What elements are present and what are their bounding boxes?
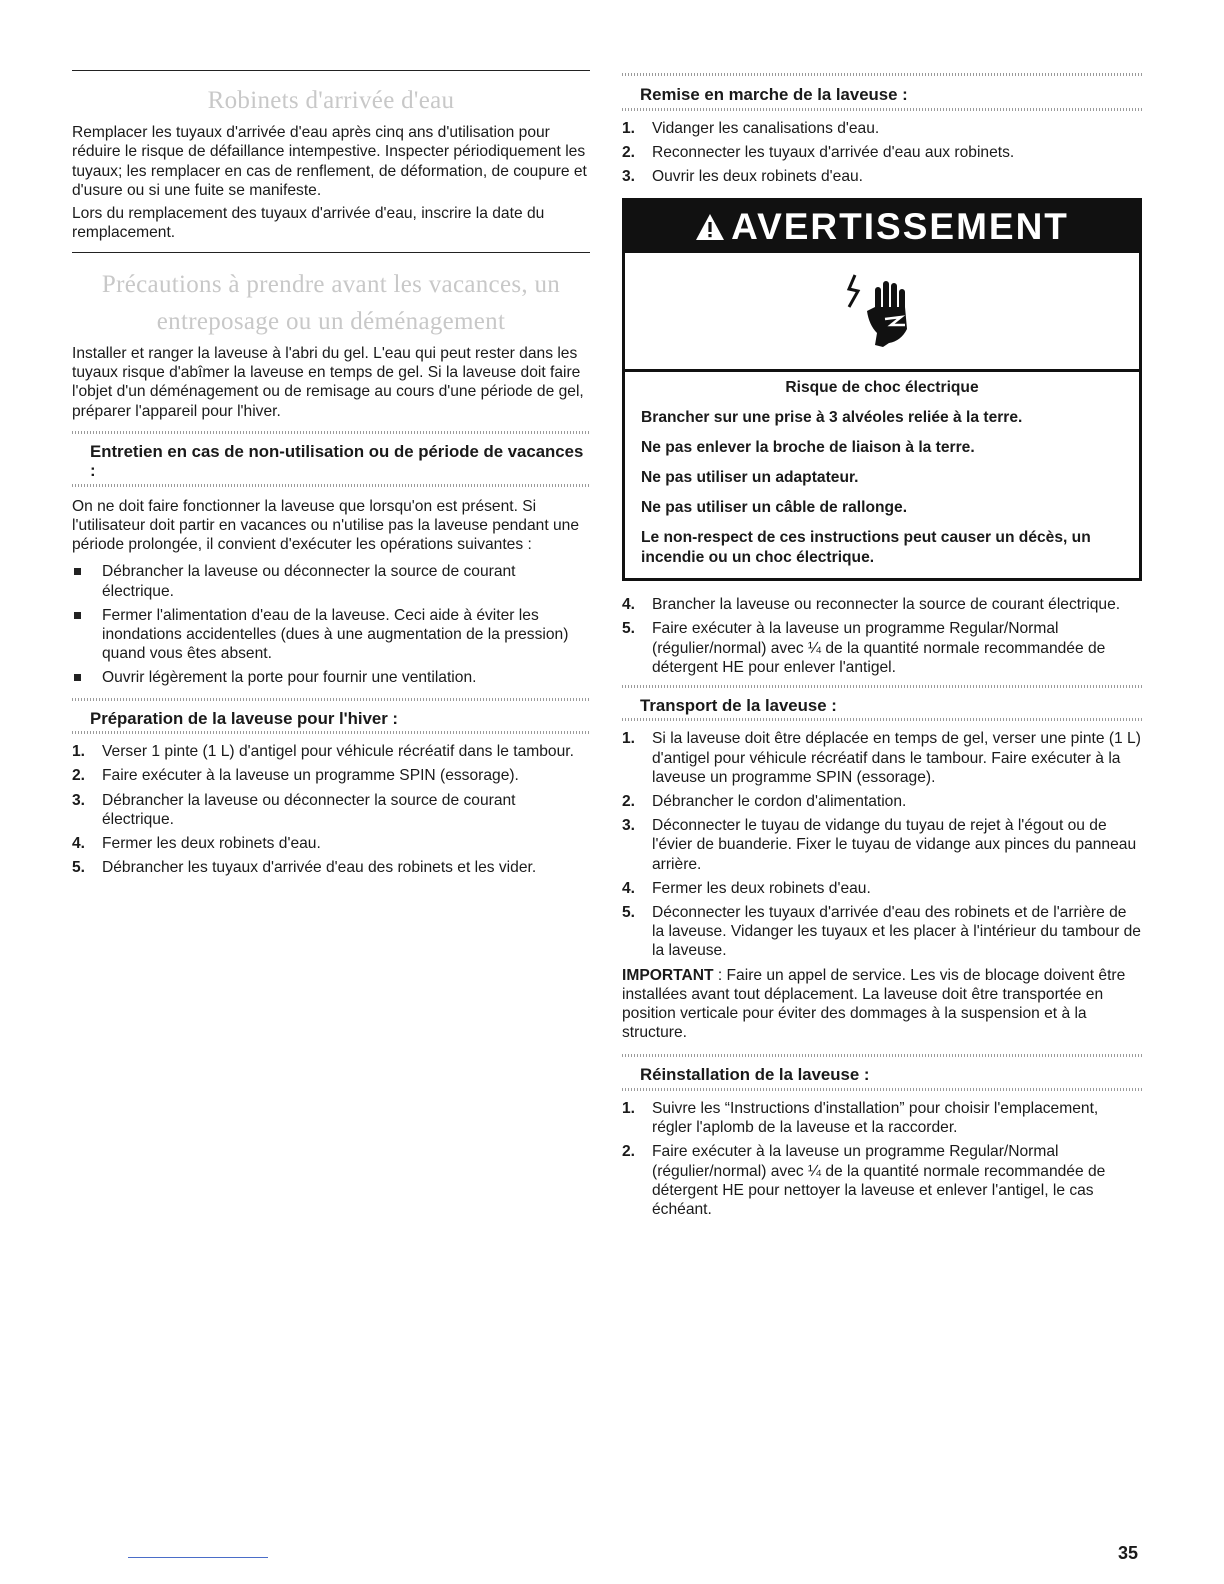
transport-steps bbox=[622, 729, 1142, 960]
list-item: 1. Verser 1 pinte (1 L) d'antigel pour véhicule récréatif dans le tambour. bbox=[72, 743, 574, 761]
section-title-robinets: Robinets d'arrivée d'eau bbox=[207, 87, 455, 114]
warning-icon-area bbox=[625, 253, 1139, 372]
list-item: 4. Fermer les deux robinets d'eau. bbox=[72, 834, 321, 852]
warning-box bbox=[622, 198, 1142, 581]
list-item: 1. Si la laveuse doit être déplacée en temps de gel, verser une pinte (1 L) d'antigel pour véhicule récréatif dans le tambour. Faire exécuter à la laveuse un programme SPIN (essorage). bbox=[622, 730, 1141, 786]
heading-hiver: Préparation de la laveuse pour l'hiver : bbox=[90, 708, 399, 728]
dotted-rule bbox=[622, 73, 1142, 76]
list-item: 1. Suivre les “Instructions d'installation” pour choisir l'emplacement, régler l'aplomb de la laveuse et la raccorder. bbox=[622, 1099, 1099, 1137]
heading-entretien: Entretien en cas de non-utilisation ou de période de vacances : bbox=[90, 441, 584, 481]
section-rule bbox=[72, 252, 590, 253]
bullet-square-icon bbox=[74, 568, 81, 575]
robinets-paragraph-2: Lors du remplacement des tuyaux d'arrivée d'eau, inscrire la date du remplacement. bbox=[72, 205, 545, 242]
bullet-square-icon bbox=[74, 674, 81, 681]
list-item: 5. Débrancher les tuyaux d'arrivée d'eau des robinets et les vider. bbox=[72, 859, 537, 877]
page-number: 35 bbox=[1118, 1543, 1139, 1563]
warning-line: Brancher sur une prise à 3 alvéoles reliée à la terre. bbox=[641, 409, 1023, 427]
dotted-rule bbox=[72, 731, 590, 734]
list-item: 2. Débrancher le cordon d'alimentation. bbox=[622, 793, 907, 811]
warning-line: Le non-respect de ces instructions peut causer un décès, un incendie ou un choc électrique. bbox=[641, 529, 1091, 567]
list-item: 3. Ouvrir les deux robinets d'eau. bbox=[622, 167, 864, 185]
heading-reinstallation: Réinstallation de la laveuse : bbox=[640, 1065, 870, 1085]
warning-line: Ne pas utiliser un câble de rallonge. bbox=[641, 499, 908, 517]
list-item: Débrancher la laveuse ou déconnecter la source de courant électrique. bbox=[72, 562, 590, 600]
dotted-rule bbox=[622, 108, 1142, 111]
warning-label: AVERTISSEMENT bbox=[731, 206, 1069, 248]
warning-triangle-icon bbox=[695, 213, 725, 241]
warning-title: Risque de choc électrique bbox=[785, 379, 979, 397]
electric-shock-hand-icon bbox=[845, 267, 919, 356]
remise-steps-continued bbox=[622, 595, 1142, 677]
dotted-rule bbox=[72, 431, 590, 434]
dotted-rule bbox=[622, 1088, 1142, 1091]
right-column bbox=[622, 73, 1142, 1224]
list-item: 2. Faire exécuter à la laveuse un programme SPIN (essorage). bbox=[72, 767, 519, 785]
section-rule bbox=[72, 70, 590, 71]
list-item: Fermer l'alimentation d'eau de la laveuse. Ceci aide à éviter les inondations accidentelles (dues à une augmentation de la pression) quand vous êtes absent. bbox=[72, 606, 590, 664]
dotted-rule bbox=[72, 698, 590, 701]
hiver-steps bbox=[72, 742, 590, 877]
dotted-rule bbox=[622, 685, 1142, 688]
list-item: 2. Reconnecter les tuyaux d'arrivée d'eau aux robinets. bbox=[622, 143, 1015, 161]
warning-messages bbox=[625, 372, 1139, 578]
dotted-rule bbox=[72, 484, 590, 487]
bullet-square-icon bbox=[74, 612, 81, 619]
entretien-bullets bbox=[72, 562, 590, 687]
important-note bbox=[622, 966, 1142, 1043]
remise-steps bbox=[622, 119, 1142, 187]
important-label: IMPORTANT bbox=[622, 966, 714, 984]
list-item: 1. Vidanger les canalisations d'eau. bbox=[622, 119, 880, 137]
heading-transport: Transport de la laveuse : bbox=[640, 695, 837, 715]
list-item: 3. Déconnecter le tuyau de vidange du tuyau de rejet à l'égout ou de l'évier de buanderie. Fixer le tuyau de vidange aux pinces du panneau arrière. bbox=[622, 817, 1137, 873]
warning-header bbox=[625, 201, 1139, 253]
list-item: 3. Débrancher la laveuse ou déconnecter la source de courant électrique. bbox=[72, 791, 516, 828]
list-item: Ouvrir légèrement la porte pour fournir une ventilation. bbox=[72, 668, 590, 687]
important-text: : Faire un appel de service. Les vis de blocage doivent être installées avant tout déplacement. La laveuse doit être transportée en position verticale pour éviter des dommages à la suspension et à la structure. bbox=[622, 966, 1126, 1042]
list-item: 4. Brancher la laveuse ou reconnecter la source de courant électrique. bbox=[622, 596, 1121, 614]
robinets-paragraph-1: Remplacer les tuyaux d'arrivée d'eau après cinq ans d'utilisation pour réduire le risque de défaillance intempestive. Inspecter périodiquement les tuyaux; les remplacer en cas de renflement, de déformation, de coupure et d'usure ou si une fuite se manifeste. bbox=[72, 124, 587, 199]
dotted-rule bbox=[622, 718, 1142, 721]
left-column bbox=[72, 70, 590, 882]
entretien-paragraph: On ne doit faire fonctionner la laveuse que lorsqu'on est présent. Si l'utilisateur doit partir en vacances ou n'utilise pas la laveuse pendant une période prolongée, il convient d'exécuter les opérations suivantes : bbox=[72, 497, 580, 554]
reinstallation-steps bbox=[622, 1099, 1142, 1219]
precautions-paragraph: Installer et ranger la laveuse à l'abri du gel. L'eau qui peut rester dans les tuyaux risque d'abîmer la laveuse en temps de gel. Si la laveuse doit faire l'objet d'un déménagement ou de remisage au cours d'une période de gel, préparer l'appareil pour l'hiver. bbox=[72, 344, 584, 420]
footer-rule bbox=[128, 1557, 268, 1558]
list-item: 2. Faire exécuter à la laveuse un programme Regular/Normal (régulier/normal) avec ¼ de la quantité normale recommandée de détergent HE pour nettoyer la laveuse et enlever l'antigel, le cas échéant. bbox=[622, 1143, 1106, 1218]
warning-line: Ne pas utiliser un adaptateur. bbox=[641, 469, 859, 487]
heading-remise: Remise en marche de la laveuse : bbox=[640, 85, 908, 104]
section-title-precautions: Précautions à prendre avant les vacances, un entreposage ou un déménagement bbox=[101, 271, 561, 335]
list-item: 4. Fermer les deux robinets d'eau. bbox=[622, 879, 871, 897]
list-item: 5. Faire exécuter à la laveuse un programme Regular/Normal (régulier/normal) avec ¼ de la quantité normale recommandée de détergent HE pour enlever l'antigel. bbox=[622, 620, 1106, 676]
warning-line: Ne pas enlever la broche de liaison à la terre. bbox=[641, 439, 975, 457]
list-item: 5. Déconnecter les tuyaux d'arrivée d'eau des robinets et de l'arrière de la laveuse. Vidanger les tuyaux et les placer à l'intérieur du tambour de la laveuse. bbox=[622, 904, 1141, 960]
dotted-rule bbox=[622, 1054, 1142, 1057]
